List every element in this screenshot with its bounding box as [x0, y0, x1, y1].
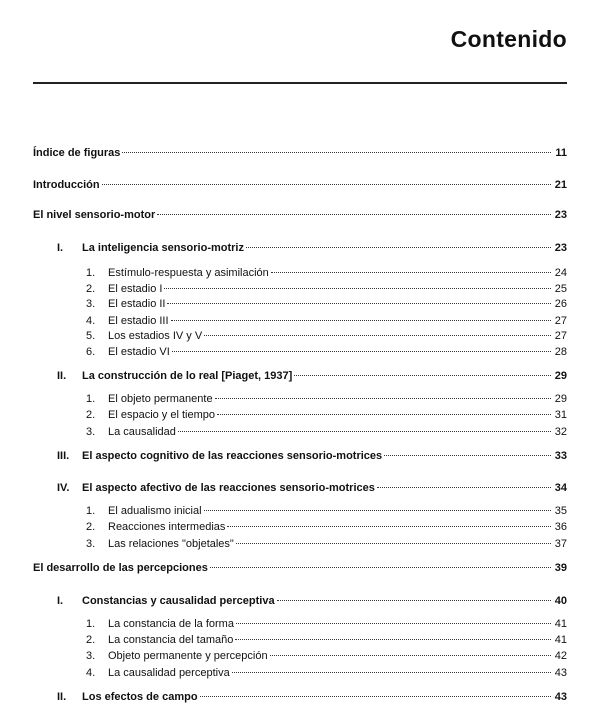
dot-leader	[215, 398, 551, 399]
toc-entry-label: La causalidad perceptiva	[108, 667, 230, 679]
dot-leader	[204, 335, 551, 336]
toc-entry-number: 1.	[86, 505, 96, 517]
toc-entry	[86, 633, 567, 647]
toc-entry-label: El nivel sensorio-motor	[33, 209, 156, 221]
toc-entry-page: 28	[554, 346, 567, 358]
toc-entry	[86, 537, 567, 551]
toc-entry	[86, 282, 567, 296]
toc-entry	[86, 329, 567, 343]
dot-leader	[294, 375, 551, 376]
toc-entry-number: 3.	[86, 650, 96, 662]
toc-entry-page: 37	[554, 538, 567, 550]
toc-entry-page: 29	[554, 393, 567, 405]
toc-entry-page: 35	[554, 505, 567, 517]
toc-entry-label: Índice de figuras	[33, 147, 121, 159]
toc-entry-label: El estadio I	[108, 283, 163, 295]
dot-leader	[204, 510, 551, 511]
toc-entry	[86, 504, 567, 518]
toc-entry-number: 1.	[86, 618, 96, 630]
toc-entry-label: El espacio y el tiempo	[108, 409, 215, 421]
toc-entry	[86, 297, 567, 311]
toc-entry-label: La inteligencia sensorio-motriz	[82, 242, 244, 254]
toc-entry-page: 11	[555, 147, 567, 159]
toc-entry-number: 1.	[86, 267, 96, 279]
toc-entry	[33, 146, 567, 160]
toc-entry-number: I.	[57, 242, 64, 254]
toc-entry	[57, 369, 567, 383]
dot-leader	[172, 351, 551, 352]
toc-entry-number: 3.	[86, 538, 96, 550]
toc-entry-number: 2.	[86, 409, 96, 421]
toc-entry	[86, 666, 567, 680]
toc-entry	[86, 425, 567, 439]
dot-leader	[232, 672, 551, 673]
toc-entry-number: 4.	[86, 667, 96, 679]
toc-entry-page: 41	[554, 634, 567, 646]
toc-entry-label: Objeto permanente y percepción	[108, 650, 268, 662]
toc-entry-number: 6.	[86, 346, 96, 358]
toc-entry-page: 32	[554, 426, 567, 438]
toc-entry	[86, 520, 567, 534]
dot-leader	[246, 247, 551, 248]
toc-entry-label: La constancia del tamaño	[108, 634, 234, 646]
toc-entry	[57, 690, 567, 704]
toc-entry-page: 23	[554, 242, 567, 254]
toc-entry-label: Reacciones intermedias	[108, 521, 226, 533]
toc-entry-page: 40	[554, 595, 567, 607]
toc-entry-label: El estadio II	[108, 298, 166, 310]
toc-entry-number: 3.	[86, 426, 96, 438]
toc-entry-label: Las relaciones "objetales"	[108, 538, 234, 550]
toc-entry	[57, 449, 567, 463]
toc-entry-page: 34	[554, 482, 567, 494]
toc-entry-page: 39	[554, 562, 567, 574]
dot-leader	[102, 184, 551, 185]
toc-entry	[57, 241, 567, 255]
dot-leader	[164, 288, 551, 289]
toc-entry-page: 43	[554, 667, 567, 679]
dot-leader	[236, 543, 551, 544]
toc-entry	[33, 208, 567, 222]
toc-entry-page: 27	[554, 330, 567, 342]
toc-entry-number: 2.	[86, 634, 96, 646]
toc-entry-number: 1.	[86, 393, 96, 405]
toc-entry-label: Los efectos de campo	[82, 691, 198, 703]
toc-entry	[33, 561, 567, 575]
toc-entry-label: El objeto permanente	[108, 393, 213, 405]
toc-entry	[86, 649, 567, 663]
toc-entry-label: Constancias y causalidad perceptiva	[82, 595, 275, 607]
toc-entry	[86, 345, 567, 359]
toc-entry-label: La constancia de la forma	[108, 618, 234, 630]
toc-entry-page: 36	[554, 521, 567, 533]
dot-leader	[271, 272, 551, 273]
dot-leader	[384, 455, 551, 456]
toc-entry-label: Estímulo-respuesta y asimilación	[108, 267, 269, 279]
toc-entry-number: II.	[57, 691, 67, 703]
dot-leader	[157, 214, 551, 215]
toc-entry-number: III.	[57, 450, 70, 462]
toc-entry-page: 42	[554, 650, 567, 662]
toc-entry-label: El estadio VI	[108, 346, 170, 358]
dot-leader	[200, 696, 551, 697]
toc-entry-label: Introducción	[33, 179, 100, 191]
toc-entry-number: I.	[57, 595, 64, 607]
dot-leader	[167, 303, 551, 304]
toc-entry-label: El adualismo inicial	[108, 505, 202, 517]
toc-entry-page: 27	[554, 315, 567, 327]
toc-entry-number: 3.	[86, 298, 96, 310]
toc-entry-page: 29	[554, 370, 567, 382]
toc-entry-page: 23	[554, 209, 567, 221]
toc-entry	[86, 392, 567, 406]
toc-entry-number: 5.	[86, 330, 96, 342]
dot-leader	[277, 600, 551, 601]
toc-entry-page: 24	[554, 267, 567, 279]
dot-leader	[122, 152, 551, 153]
toc-entry-page: 41	[554, 618, 567, 630]
dot-leader	[217, 414, 551, 415]
toc-entry-page: 43	[554, 691, 567, 703]
toc-entry-page: 25	[554, 283, 567, 295]
toc-entry-page: 33	[554, 450, 567, 462]
toc-entry	[86, 266, 567, 280]
dot-leader	[235, 639, 551, 640]
toc-entry-number: IV.	[57, 482, 70, 494]
dot-leader	[236, 623, 551, 624]
dot-leader	[178, 431, 551, 432]
toc-entry-label: El aspecto afectivo de las reacciones sensorio-motrices	[82, 482, 375, 494]
dot-leader	[227, 526, 551, 527]
toc-entry-label: El estadio III	[108, 315, 169, 327]
toc-entry-page: 26	[554, 298, 567, 310]
toc-entry-number: 2.	[86, 283, 96, 295]
dot-leader	[270, 655, 551, 656]
toc-entry	[57, 481, 567, 495]
toc-entry-label: La causalidad	[108, 426, 176, 438]
toc-entry	[86, 617, 567, 631]
page-title: Contenido	[450, 26, 567, 52]
toc-entry-number: 2.	[86, 521, 96, 533]
toc-entry	[33, 178, 567, 192]
dot-leader	[377, 487, 551, 488]
dot-leader	[210, 567, 551, 568]
toc-entry-page: 21	[554, 179, 567, 191]
toc-entry-label: El desarrollo de las percepciones	[33, 562, 208, 574]
toc-entry-label: La construcción de lo real [Piaget, 1937]	[82, 370, 293, 382]
toc-entry	[86, 314, 567, 328]
toc-entry	[86, 408, 567, 422]
toc-entry-page: 31	[554, 409, 567, 421]
toc-entry-number: II.	[57, 370, 67, 382]
dot-leader	[171, 320, 551, 321]
toc-entry-label: Los estadios IV y V	[108, 330, 203, 342]
toc-entry	[57, 594, 567, 608]
toc-entry-number: 4.	[86, 315, 96, 327]
toc-entry-label: El aspecto cognitivo de las reacciones sensorio-motrices	[82, 450, 383, 462]
